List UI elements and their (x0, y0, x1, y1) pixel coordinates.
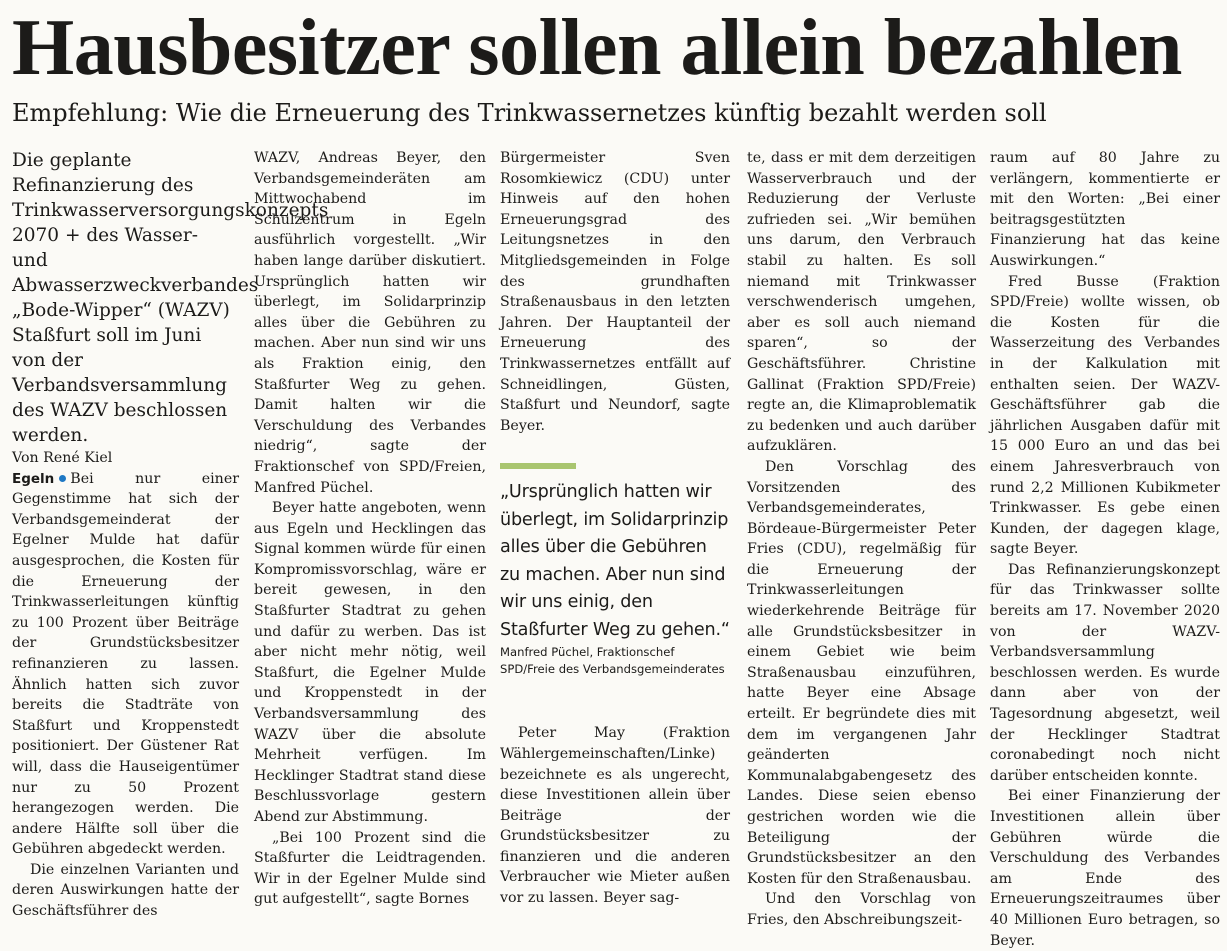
paragraph: WAZV, Andreas Beyer, den Verbandsgemeinderäten am Mittwochabend im Schulzentrum in Egeln ausführlich vorgestellt. „Wir haben lange darüber diskutiert. Ursprünglich hatten wir überlegt, im Solidarprinzip alles über die Gebühren zu machen. Aber nun sind wir uns als Fraktion einig, den Staßfurter Weg zu gehen. Damit halten wir die Verschuldung des Verbandes niedrig“, sagte der Fraktionschef von SPD/Freien, Manfred Püchel. (254, 150, 486, 496)
dateline-place: Egeln (12, 470, 55, 487)
column-4 (747, 148, 976, 931)
paragraph: Das Refinanzierungskonzept für das Trinkwasser sollte bereits am 17. November 2020 von der WAZV-Verbandsversammlung beschlossen werden. Es wurde dann aber von der Tagesordnung abgesetzt, weil der Hecklinger Stadtrat coronabedingt noch nicht darüber entscheiden konnte. (990, 561, 1220, 784)
column-2 (254, 148, 486, 910)
subheadline: Empfehlung: Wie die Erneuerung des Trinkwassernetzes künftig bezahlt werden soll (12, 99, 1047, 127)
pullquote-text: „Ursprünglich hatten wir überlegt, im Solidarprinzip alles über die Gebühren zu machen. Aber nun sind wir uns einig, den Staßfurter Weg zu gehen.“ (500, 482, 730, 640)
paragraph-text: Bei nur einer Gegenstimme hat sich der Verbandsgemeinderat der Egelner Mulde hat dafür ausgesprochen, die Kosten für die Erneuerung der Trinkwasserleitungen künftig zu 100 Prozent über Beiträge der Grundstücksbesitzer refinanzieren zu lassen. Ähnlich hatten sich zuvor bereits die Stadträte von Staßfurt und Kroppenstedt positioniert. Der Güstener Rat will, dass die Hauseigentümer nur zu 50 Prozent herangezogen werden. Die andere Hälfte soll über die Gebühren abgedeckt werden. (12, 470, 239, 858)
paragraph (12, 469, 239, 860)
paragraph: Peter May (Fraktion Wählergemeinschaften/Linke) bezeichnete es als ungerecht, diese Investitionen allein über Beiträge der Grundstücksbesitzer zu finanzieren und die anderen Verbraucher wie Mieter außen vor zu lassen. Beyer sag- (500, 725, 730, 907)
pullquote-source: Manfred Püchel, Fraktionschef SPD/Freie des Verbandsgemeinderates (500, 645, 725, 677)
paragraph: te, dass er mit dem derzeitigen Wasserverbrauch und der Reduzierung der Verluste zufrieden sei. „Wir bemühen uns darum, den Verbrauch stabil zu halten. Es soll niemand mit Trinkwasser verschwenderisch umgehen, aber es soll auch niemand sparen“, so der Geschäftsführer. Christine Gallinat (Fraktion SPD/Freie) regte an, die Klimaproblematik zu bedenken und auch darüber aufzuklären. (747, 150, 976, 455)
pullquote-accent-bar (500, 463, 576, 469)
paragraph: Bei einer Finanzierung der Investitionen allein über Gebühren würde die Verschuldung des Verbandes am Ende des Erneuerungszeitraumes über 40 Millionen Euro betragen, so Beyer. (990, 788, 1220, 949)
paragraph: Den Vorschlag des Vorsitzenden des Verbandsgemeinderates, Bördeaue-Bürgermeister Peter Fries (CDU), regelmäßig für die Erneuerung der Trinkwasserleitungen wiederkehrende Beiträge für alle Grundstücksbesitzer in einem Gebiet wie beim Straßenausbau einzuführen, hatte Beyer eine Absage erteilt. Er begründete dies mit dem im vergangenen Jahr geänderten Kommunalabgabengesetz des Landes. Diese seien ebenso gestrichen worden wie die Beteiligung der Grundstücksbesitzer an den Kosten für den Straßenausbau. (747, 458, 976, 887)
lead-paragraph: Die geplante Refinanzierung des Trinkwasserversorgungskonzepts 2070 + des Wasser- und Abwasserzweckverbandes „Bode-Wipper“ (WAZV) Staßfurt soll im Juni von der Verbandsversammlung des WAZV beschlossen werden. (12, 150, 329, 446)
paragraph: Und den Vorschlag von Fries, den Abschreibungszeit- (747, 891, 976, 928)
column-3 (500, 148, 730, 909)
headline: Hausbesitzer sollen allein bezahlen (12, 4, 1182, 92)
paragraph: Beyer hatte angeboten, wenn aus Egeln und Hecklingen das Signal kommen würde für einen Kompromissvorschlag, wäre er bereit gewesen, in den Staßfurter Stadtrat zu gehen und dafür zu werben. Das ist aber nicht mehr nötig, weil Staßfurt, die Egelner Mulde und Kroppenstedt in der Verbandsversammlung des WAZV über die absolute Mehrheit verfügen. Im Hecklinger Stadtrat stand diese Beschlussvorlage gestern Abend zur Abstimmung. (254, 500, 486, 825)
paragraph: Die einzelnen Varianten und deren Auswirkungen hatte der Geschäftsführer des (12, 861, 239, 920)
dateline-dot-icon (59, 475, 66, 482)
column-5 (990, 148, 1220, 951)
paragraph: Fred Busse (Fraktion SPD/Freie) wollte wissen, ob die Kosten für die Wasserzeitung des Verbandes in der Kalkulation mit enthalten seien. Der WAZV-Geschäftsführer gab die jährlichen Ausgaben dafür mit 15 000 Euro an und das bei einem Jahresverbrauch von rund 2,2 Millionen Kubikmeter Trinkwasser. Es gebe einen Kunden, der dagegen klage, sagte Beyer. (990, 273, 1220, 558)
paragraph: Bürgermeister Sven Rosomkiewicz (CDU) unter Hinweis auf den hohen Erneuerungsgrad des Leitungsnetzes in den Mitgliedsgemeinden in Folge des grundhaften Straßenausbaus in den letzten Jahren. Der Hauptanteil der Erneuerung des Trinkwassernetzes entfällt auf Schneidlingen, Güsten, Staßfurt und Neundorf, sagte Beyer. (500, 150, 730, 434)
byline: Von René Kiel (12, 450, 113, 466)
column-1 (12, 148, 329, 922)
paragraph: „Bei 100 Prozent sind die Staßfurter die Leidtragenden. Wir in der Egelner Mulde sind gut aufgestellt“, sagte Bornes (254, 829, 486, 908)
paragraph: raum auf 80 Jahre zu verlängern, kommentierte er mit den Worten: „Bei einer beitragsgestützten Finanzierung hat das keine Auswirkungen.“ (990, 150, 1220, 269)
